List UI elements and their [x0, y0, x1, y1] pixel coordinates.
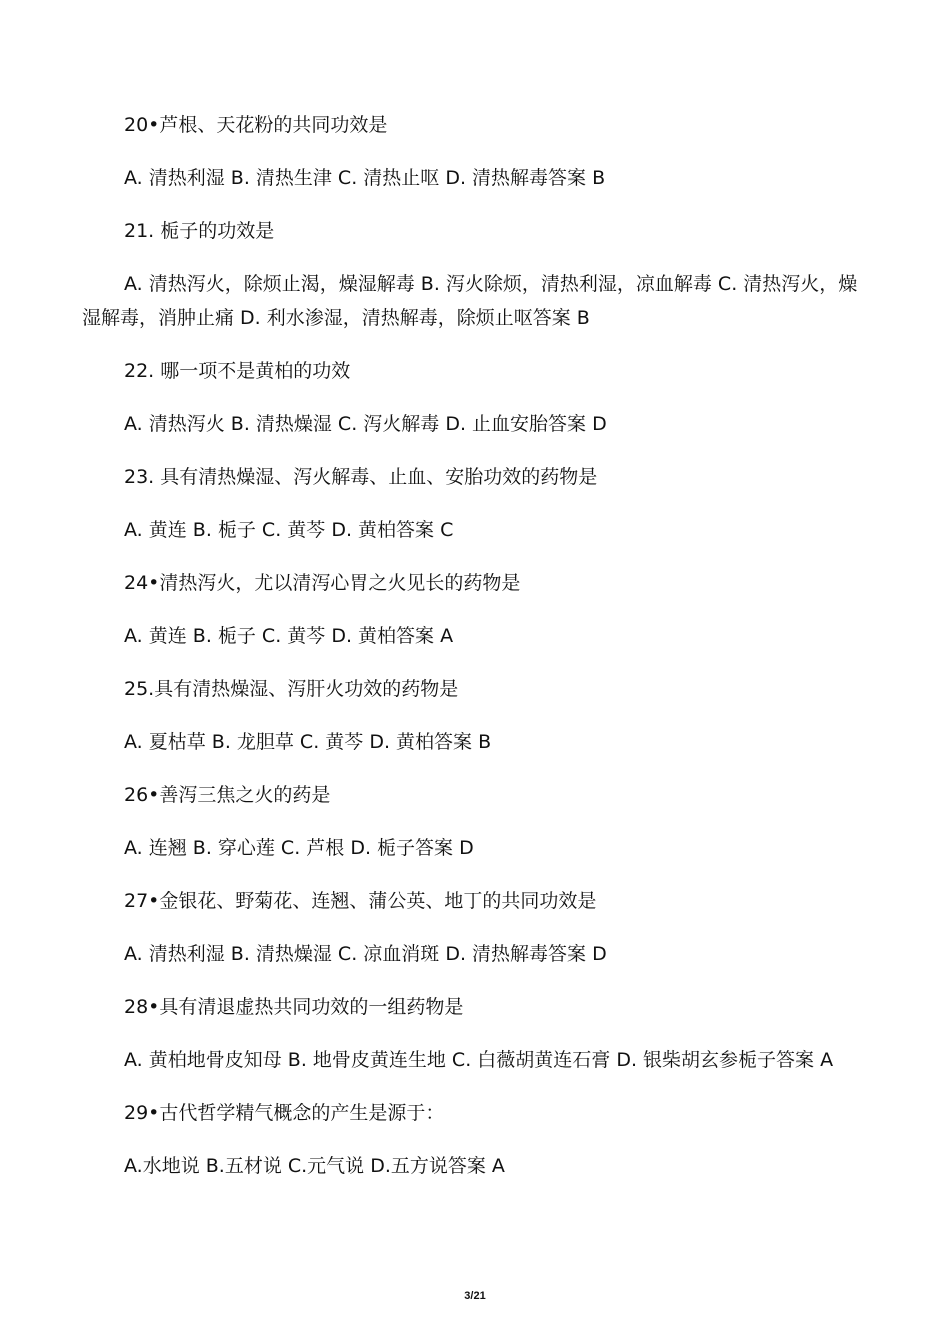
options-23: A. 黄连 B. 栀子 C. 黄芩 D. 黄柏答案 C [124, 519, 454, 541]
options-24: A. 黄连 B. 栀子 C. 黄芩 D. 黄柏答案 A [124, 625, 454, 647]
question-26: 26•善泻三焦之火的药是 [124, 784, 331, 806]
options-29: A.水地说 B.五材说 C.元气说 D.五方说答案 A [124, 1155, 505, 1177]
options-25: A. 夏枯草 B. 龙胆草 C. 黄芩 D. 黄柏答案 B [124, 731, 492, 753]
document-body [82, 108, 862, 1202]
question-27: 27•金银花、野菊花、连翘、蒲公英、地丁的共同功效是 [124, 890, 597, 912]
options-22: A. 清热泻火 B. 清热燥湿 C. 泻火解毒 D. 止血安胎答案 D [124, 413, 607, 435]
question-25: 25.具有清热燥湿、泻肝火功效的药物是 [124, 678, 459, 700]
question-29: 29•古代哲学精气概念的产生是源于： [124, 1102, 445, 1124]
options-28: A. 黄柏地骨皮知母 B. 地骨皮黄连生地 C. 白薇胡黄连石膏 D. 银柴胡玄参栀子答案 A [124, 1049, 834, 1071]
options-26: A. 连翘 B. 穿心莲 C. 芦根 D. 栀子答案 D [124, 837, 474, 859]
page-number: 3/21 [464, 1290, 486, 1302]
options-20: A. 清热利湿 B. 清热生津 C. 清热止呕 D. 清热解毒答案 B [124, 167, 606, 189]
question-22: 22. 哪一项不是黄柏的功效 [124, 360, 351, 382]
question-23: 23. 具有清热燥湿、泻火解毒、止血、安胎功效的药物是 [124, 466, 598, 488]
question-28: 28•具有清退虚热共同功效的一组药物是 [124, 996, 464, 1018]
options-27: A. 清热利湿 B. 清热燥湿 C. 凉血消斑 D. 清热解毒答案 D [124, 943, 607, 965]
question-24: 24•清热泻火，尤以清泻心胃之火见长的药物是 [124, 572, 521, 594]
question-20: 20•芦根、天花粉的共同功效是 [124, 114, 388, 136]
question-21: 21. 栀子的功效是 [124, 220, 275, 242]
options-21: A. 清热泻火，除烦止渴，燥湿解毒 B. 泻火除烦，清热利湿，凉血解毒 C. 清热泻火，燥湿解毒，消肿止痛 D. 利水渗湿，清热解毒，除烦止呕答案 B [82, 273, 858, 329]
